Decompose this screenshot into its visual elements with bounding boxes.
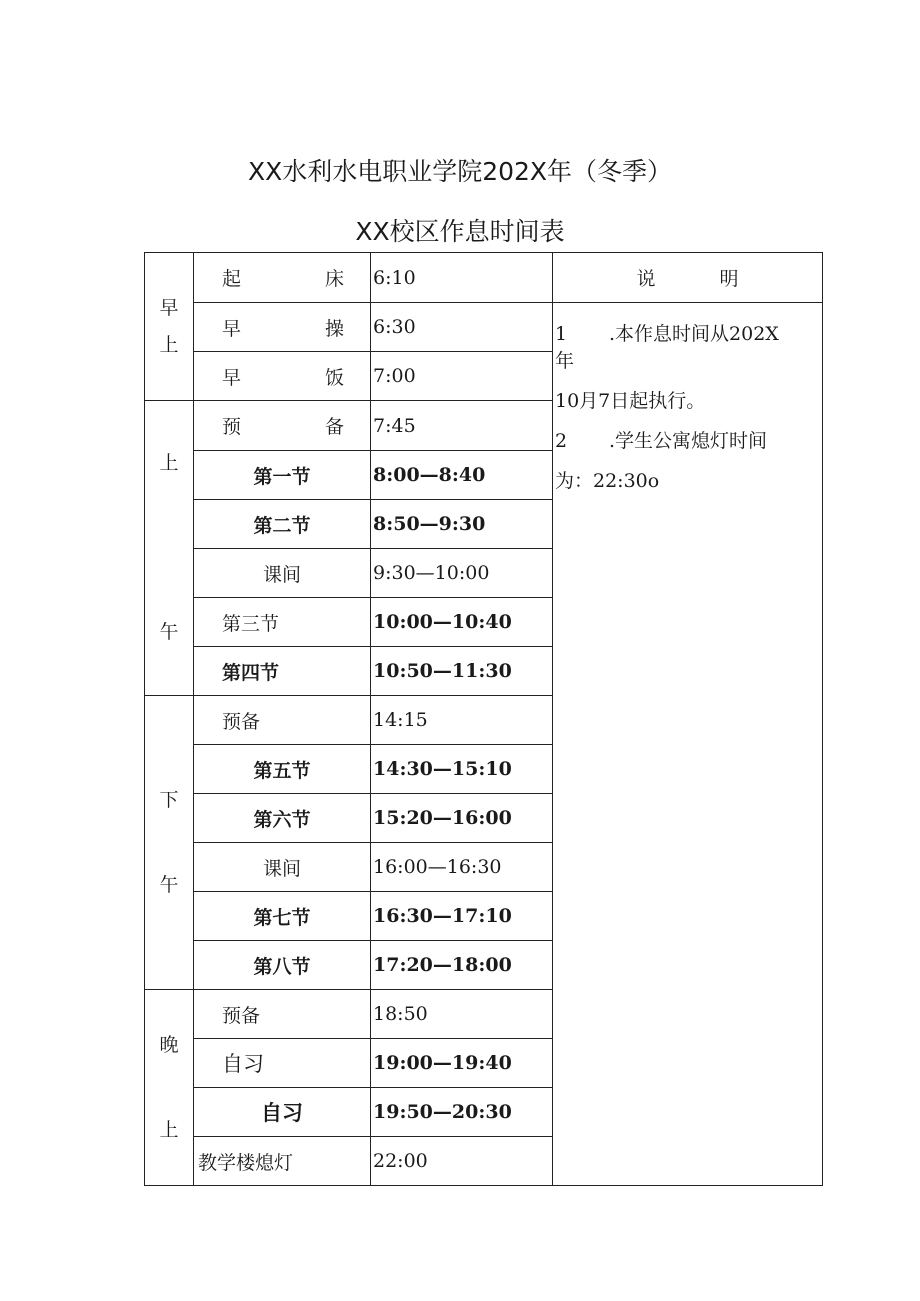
page-subtitle: XX校区作息时间表 — [355, 217, 565, 246]
note-line: 2 .学生公寓熄灯时间 — [555, 430, 768, 452]
activity-time: 6:10 — [371, 253, 553, 303]
activity-name: 预备 — [194, 990, 371, 1039]
activity-name: 教学楼熄灯 — [194, 1137, 371, 1186]
activity-time: 14:30—15:10 — [371, 745, 553, 794]
activity-name: 第四节 — [194, 647, 371, 696]
activity-time: 14:15 — [371, 696, 553, 745]
activity-time: 6:30 — [371, 303, 553, 352]
activity-time: 8:00—8:40 — [371, 451, 553, 500]
schedule-table — [144, 252, 823, 1186]
activity-time: 17:20—18:00 — [371, 941, 553, 990]
page-title: XX水利水电职业学院202X年（冬季） — [247, 157, 673, 186]
activity-name: 第八节 — [194, 941, 371, 990]
activity-time: 8:50—9:30 — [371, 500, 553, 549]
activity-name: 第七节 — [194, 892, 371, 941]
period-morning: 早 上 — [145, 253, 194, 401]
activity-time: 16:00—16:30 — [371, 843, 553, 892]
notes-heading: 说 明 — [553, 253, 823, 303]
activity-time: 7:45 — [371, 401, 553, 451]
activity-time: 7:00 — [371, 352, 553, 401]
activity-name: 课间 — [194, 549, 371, 598]
activity-name: 早 饭 — [194, 352, 371, 401]
activity-time: 9:30—10:00 — [371, 549, 553, 598]
activity-name: 第三节 — [194, 598, 371, 647]
activity-name: 课间 — [194, 843, 371, 892]
period-forenoon: 上 午 — [145, 401, 194, 696]
period-evening: 晚 上 — [145, 990, 194, 1186]
activity-name: 起 床 — [194, 253, 371, 303]
activity-time: 16:30—17:10 — [371, 892, 553, 941]
activity-time: 22:00 — [371, 1137, 553, 1186]
activity-time: 19:50—20:30 — [371, 1088, 553, 1137]
activity-time: 15:20—16:00 — [371, 794, 553, 843]
activity-name: 第六节 — [194, 794, 371, 843]
period-afternoon: 下 午 — [145, 696, 194, 990]
activity-time: 19:00—19:40 — [371, 1039, 553, 1088]
activity-name: 早 操 — [194, 303, 371, 352]
activity-name: 预备 — [194, 696, 371, 745]
activity-name: 自习 — [194, 1039, 371, 1088]
activity-name: 第五节 — [194, 745, 371, 794]
notes-body — [553, 303, 823, 1186]
activity-time: 18:50 — [371, 990, 553, 1039]
activity-name: 预 备 — [194, 401, 371, 451]
note-line: 10月7日起执行。 — [555, 390, 706, 412]
activity-name: 第一节 — [194, 451, 371, 500]
note-line: 1 .本作息时间从202X 年 — [555, 323, 779, 372]
activity-name: 自习 — [194, 1088, 371, 1137]
activity-name: 第二节 — [194, 500, 371, 549]
table-row — [145, 303, 823, 352]
activity-time: 10:00—10:40 — [371, 598, 553, 647]
activity-time: 10:50—11:30 — [371, 647, 553, 696]
table-row — [145, 253, 823, 303]
note-line: 为：22:30o — [555, 470, 660, 492]
